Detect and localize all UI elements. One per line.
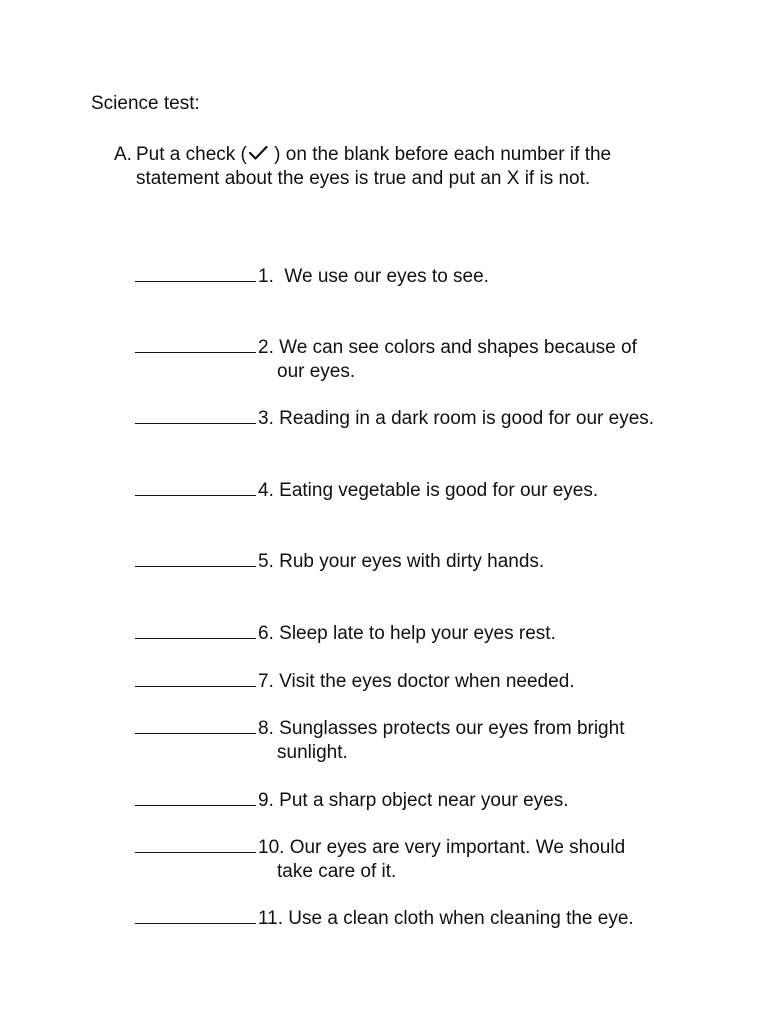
answer-blank[interactable] [135,549,256,567]
question-number: 8. [258,718,274,739]
instruction-after-check: ) on the blank before each number if the [268,144,612,165]
answer-blank[interactable] [135,478,256,496]
question-text: Rub your eyes with dirty hands. [279,551,545,572]
question-item-9 [135,788,715,813]
question-number: 11. [258,908,284,929]
question-item-7 [135,669,715,694]
instruction-letter: A. [114,144,132,165]
question-text: We use our eyes to see. [284,266,489,287]
question-item-8 [135,716,715,765]
question-text: Sleep late to help your eyes rest. [279,623,556,644]
question-number: 1. [258,266,274,287]
question-number: 7. [258,671,274,692]
question-number: 6. [258,623,274,644]
question-text: Reading in a dark room is good for our eyes. [279,408,655,429]
question-text: Our eyes are very important. We should [289,837,626,858]
question-number: 5. [258,551,274,572]
question-text: Sunglasses protects our eyes from bright [279,718,625,739]
answer-blank[interactable] [135,669,256,687]
question-item-10 [135,835,715,884]
instruction-line2: statement about the eyes is true and put an X if is not. [136,168,591,189]
answer-blank[interactable] [135,788,256,806]
answer-blank[interactable] [135,835,256,853]
question-text: Use a clean cloth when cleaning the eye. [288,908,634,929]
question-number: 10. [258,837,285,858]
question-item-6 [135,621,715,646]
question-text: Eating vegetable is good for our eyes. [279,480,599,501]
question-text-continued: sunlight. [277,742,348,763]
question-text-continued: take care of it. [277,861,397,882]
question-item-11 [135,906,715,931]
question-item-3 [135,406,715,431]
question-text: Put a sharp object near your eyes. [279,790,569,811]
question-number: 3. [258,408,274,429]
question-item-1 [135,264,715,289]
question-item-2 [135,335,715,384]
instruction-before-check: Put a check ( [136,144,247,165]
question-item-4 [135,478,715,503]
answer-blank[interactable] [135,716,256,734]
answer-blank[interactable] [135,906,256,924]
question-item-5 [135,549,715,574]
answer-blank[interactable] [135,335,256,353]
answer-blank[interactable] [135,264,256,282]
question-text: Visit the eyes doctor when needed. [279,671,575,692]
question-number: 4. [258,480,274,501]
answer-blank[interactable] [135,621,256,639]
page-title: Science test: [91,93,200,114]
question-text-continued: our eyes. [277,361,356,382]
question-number: 9. [258,790,274,811]
answer-blank[interactable] [135,406,256,424]
question-text: We can see colors and shapes because of [279,337,637,358]
question-number: 2. [258,337,274,358]
